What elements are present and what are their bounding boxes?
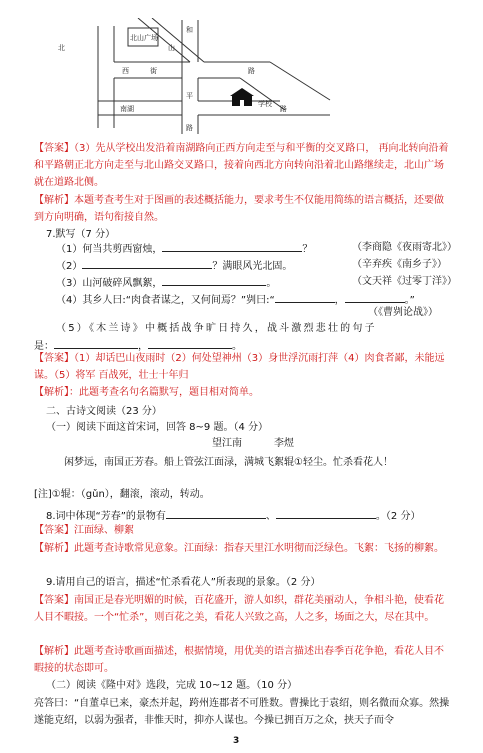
longzhongdui-text: 亮答曰：“自董卓已来，豪杰并起，跨州连郡者不可胜数。曹操比于袁绍，则名微而众寡。然操遂能克绍，以弱为强者，非惟天时，抑亦人谋也。今操已拥百万之众，挟天子而令 [34, 698, 450, 726]
q7-line3-source: （文天祥《过零丁洋》） [352, 276, 457, 287]
q7-answer: 【答案】（1）却话巴山夜雨时（2）何处望神州（3）身世浮沉雨打萍（4）肉食者鄙，未能远谋。（5）将军 百战死，壮士十年归 [34, 353, 445, 381]
q7-line3 [56, 275, 276, 291]
q7-line2-num: （2） [56, 261, 83, 272]
q7-line4 [56, 292, 415, 308]
q7-line1-punct: ？ [302, 244, 313, 255]
q9-question: 9.请用自己的语言，描述“忙杀看花人”所表现的景象。（2 分） [46, 577, 321, 588]
q7-line2 [56, 258, 292, 274]
q8-answer: 【答案】江面绿、柳絮 [34, 525, 134, 536]
q7-line5-end: 。 [232, 341, 242, 352]
map-label-jie: 街 [150, 67, 157, 75]
route-map [50, 18, 380, 136]
q7-line2-source: （辛弃疾《南乡子》） [352, 259, 447, 270]
q7-line1-text: （1）何当共剪西窗烛， [56, 244, 163, 255]
q7-line3-text: （3）山河破碎风飘絮， [56, 278, 163, 289]
poem-text: 闲梦远，南国正芳春。船上管弦江面渌，满城飞絮辊①轻尘。忙杀看花人！ [64, 457, 393, 468]
map-label-school: 学校 [258, 100, 272, 108]
q7-line1-source: （李商隐《夜雨寄北》） [352, 242, 457, 253]
q7-blank-4b[interactable] [345, 292, 405, 303]
q7-blank-5a[interactable] [54, 338, 138, 349]
q7-line1 [56, 241, 312, 257]
q8-blank-1[interactable] [166, 508, 266, 519]
map-label-shan: 山 [168, 44, 175, 52]
map-label-lu2: 路 [186, 124, 193, 132]
q9-analysis: 【解析】此题考查诗歌画面描述，根据情境，用优美的语言描述出春季百花争艳，看花人目不暇接的状态即可。 [34, 646, 444, 674]
q7-blank-3[interactable] [162, 275, 266, 286]
route-map-figure [50, 18, 380, 136]
q8-end: 。（2 分） [375, 511, 421, 522]
map-label-xi: 西 [122, 67, 129, 75]
section2-title: 二、古诗文阅读（23 分） [46, 406, 162, 417]
map-label-nanhu: 南湖 [120, 105, 134, 113]
q8-blank-2[interactable] [276, 508, 376, 519]
q7-blank-2[interactable] [82, 258, 212, 269]
map-label-square: 北山广场 [130, 34, 158, 42]
q7-line4-end: 。” [404, 295, 415, 306]
poem-author: 李煜 [274, 438, 294, 449]
q9-answer: 【答案】南国正是春光明媚的时候，百花盛开，游人如织，群花美丽动人，争相斗艳，使看花人目不暇接。一个“忙杀”，则百花之美，看花人兴致之高，人之多，场面之大，尽在其中。 [34, 595, 444, 623]
subsection2-title: （二）阅读《隆中对》选段，完成 10~12 题。（10 分） [46, 680, 298, 691]
q6-answer: 【答案】（3）先从学校出发沿着南湖路向正西方向走至与和平衡的交叉路口， 再向北转向沿着和平路朝正北方向走至与北山路交叉路口，接着向西北方向转向沿着北山路继续走，北山广场就在道路北侧。 [34, 143, 449, 188]
q7-line4-comma: ， [334, 295, 345, 306]
q7-blank-1[interactable] [162, 241, 302, 252]
q8-text: 8.词中体现“芳春”的景物有 [46, 511, 166, 522]
q7-line4-source: （《曹刿论战》） [368, 307, 438, 318]
q7-blank-5b[interactable] [148, 338, 232, 349]
q8-sep: 、 [265, 511, 276, 522]
q8-analysis: 【解析】此题考查诗歌常见意象。江面绿：指春天里江水明彻而泛绿色。飞絮：飞扬的柳絮。 [34, 543, 444, 554]
map-label-ping: 平 [186, 92, 193, 100]
q6-analysis: 【解析】本题考查考生对于图画的表述概括能力，要求考生不仅能用简练的语言概括，还要做到方向明确，语句衔接自然。 [34, 195, 444, 223]
q7-line4-text: （4）其乡人曰:“肉食者谋之，又何间焉？”刿曰:“ [56, 295, 275, 306]
q7-line5-label: 是： [34, 341, 54, 352]
q7-analysis: 【解析】：此题考查名句名篇默写，题目相对简单。 [34, 387, 259, 398]
q7-line2-text: ？满眼风光北固。 [212, 261, 293, 272]
q7-line5-comma: ， [138, 341, 148, 352]
school-icon [230, 88, 254, 106]
page-number: 3 [233, 736, 240, 746]
q7-line5: （5）《木兰诗》中概括战争旷日持久，战斗激烈悲壮的句子 [56, 323, 377, 334]
q7-title: 7.默写（7 分） [46, 229, 116, 240]
q7-blank-4a[interactable] [275, 292, 335, 303]
map-label-lu: 路 [248, 67, 255, 75]
q7-line3-punct: 。 [266, 278, 277, 289]
poem-title: 望江南 [212, 438, 242, 449]
map-label-lu3: 路 [280, 105, 287, 113]
subsection1-title: （一）阅读下面这首宋词，回答 8~9 题。（4 分） [46, 422, 269, 433]
map-label-he: 和 [186, 26, 193, 34]
poem-note: [注]①辊：（gǔn），翻滚，滚动，转动。 [34, 489, 210, 500]
map-label-north: 北 [58, 44, 65, 52]
